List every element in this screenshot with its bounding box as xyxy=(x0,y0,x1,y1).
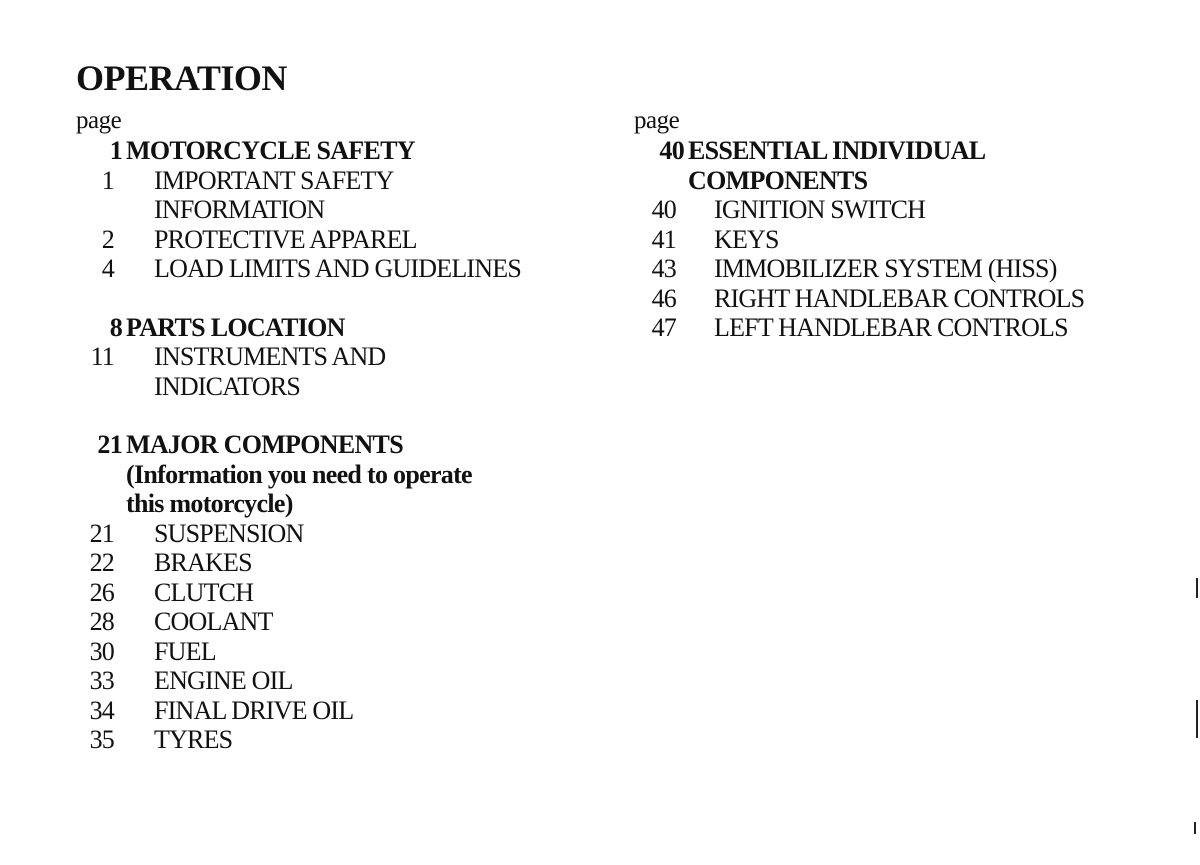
section-page-number: 21 xyxy=(97,430,122,459)
toc-entry[interactable] xyxy=(76,548,596,578)
page-column-label: page xyxy=(76,107,122,134)
entry-page-number: 26 xyxy=(89,577,114,607)
toc-entry[interactable] xyxy=(634,225,1174,255)
entry-page-number: 21 xyxy=(89,518,114,548)
toc-entry[interactable] xyxy=(76,342,596,401)
section-title: MOTORCYCLE SAFETY xyxy=(126,136,415,165)
entry-page-number: 22 xyxy=(89,548,114,577)
entry-page-number: 33 xyxy=(89,666,114,695)
entry-title: RIGHT HANDLEBAR CONTROLS xyxy=(714,283,1085,313)
toc-section-heading[interactable] xyxy=(634,136,1174,195)
entry-page-number: 34 xyxy=(89,695,114,725)
toc-entry[interactable] xyxy=(76,607,596,637)
page-title: OPERATION xyxy=(76,58,287,98)
entry-page-number: 1 xyxy=(101,165,114,195)
toc-section-heading[interactable] xyxy=(76,136,596,166)
section-page-number: 1 xyxy=(109,136,122,165)
scan-edge-mark xyxy=(1194,822,1196,834)
toc-entry[interactable] xyxy=(76,725,596,755)
entry-page-number: 28 xyxy=(89,607,114,636)
toc-section-major-components xyxy=(76,430,596,755)
toc-section-heading[interactable] xyxy=(76,313,596,343)
toc-entry[interactable] xyxy=(634,313,1174,343)
toc-section-essential-individual-components xyxy=(634,136,1174,343)
scan-edge-mark xyxy=(1196,700,1198,738)
entry-page-number: 30 xyxy=(89,636,114,666)
section-title: MAJOR COMPONENTS (Information you need to operate this motorcycle) xyxy=(126,430,472,518)
toc-entry[interactable] xyxy=(76,637,596,667)
entry-page-number: 40 xyxy=(651,195,676,224)
entry-title: FUEL xyxy=(154,636,216,666)
entry-page-number: 46 xyxy=(651,283,676,313)
toc-section-parts-location xyxy=(76,313,596,402)
toc-section-heading[interactable] xyxy=(76,430,596,519)
entry-title: IMMOBILIZER SYSTEM (HISS) xyxy=(714,254,1057,283)
entry-title: LEFT HANDLEBAR CONTROLS xyxy=(714,313,1068,342)
toc-entry[interactable] xyxy=(76,254,596,284)
toc-entry[interactable] xyxy=(76,578,596,608)
entry-title: IMPORTANT SAFETY INFORMATION xyxy=(154,165,394,224)
toc-section-motorcycle-safety xyxy=(76,136,596,284)
toc-entry[interactable] xyxy=(76,166,596,225)
toc-entry[interactable] xyxy=(76,666,596,696)
entry-title: PROTECTIVE APPAREL xyxy=(154,224,417,254)
entry-title: SUSPENSION xyxy=(154,518,304,548)
toc-right-column xyxy=(634,106,1174,343)
entry-title: FINAL DRIVE OIL xyxy=(154,695,354,725)
section-title: ESSENTIAL INDIVIDUAL COMPONENTS xyxy=(688,136,986,195)
toc-entry[interactable] xyxy=(634,195,1174,225)
section-page-number: 40 xyxy=(659,136,684,165)
section-page-number: 8 xyxy=(109,312,122,342)
toc-entry[interactable] xyxy=(76,225,596,255)
page-column-label: page xyxy=(634,107,680,134)
entry-title: ENGINE OIL xyxy=(154,666,293,695)
entry-title: COOLANT xyxy=(154,607,273,636)
entry-title: KEYS xyxy=(714,224,779,254)
entry-page-number: 47 xyxy=(651,313,676,342)
entry-page-number: 43 xyxy=(651,254,676,283)
toc-entry[interactable] xyxy=(634,254,1174,284)
entry-page-number: 41 xyxy=(651,224,676,254)
entry-page-number: 2 xyxy=(101,224,114,254)
entry-page-number: 4 xyxy=(101,254,114,283)
entry-page-number: 11 xyxy=(90,342,114,371)
scan-edge-mark xyxy=(1196,578,1198,598)
toc-entry[interactable] xyxy=(634,284,1174,314)
entry-page-number: 35 xyxy=(89,725,114,754)
toc-entry[interactable] xyxy=(76,696,596,726)
section-title: PARTS LOCATION xyxy=(126,312,345,342)
toc-left-column xyxy=(76,106,596,755)
entry-title: INSTRUMENTS AND INDICATORS xyxy=(154,342,386,401)
entry-title: BRAKES xyxy=(154,548,252,577)
entry-title: IGNITION SWITCH xyxy=(714,195,926,224)
entry-title: LOAD LIMITS AND GUIDELINES xyxy=(154,254,521,283)
entry-title: CLUTCH xyxy=(154,577,254,607)
entry-title: TYRES xyxy=(154,725,233,754)
toc-entry[interactable] xyxy=(76,519,596,549)
